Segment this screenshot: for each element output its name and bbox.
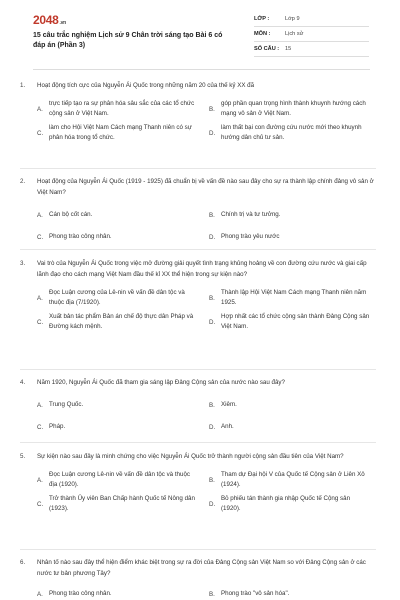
question-item — [20, 451, 376, 516]
question-number: 4. — [20, 379, 26, 386]
option-letter: C. — [37, 423, 44, 431]
option-text: Bỏ phiếu tán thành gia nhập Quốc tế Cộng sản (1920). — [221, 495, 351, 512]
question-number: 3. — [20, 260, 26, 267]
logo-suffix: .vn — [59, 20, 66, 26]
answer-option[interactable] — [209, 310, 381, 334]
option-text: Phong trào yêu nước — [221, 233, 280, 240]
option-letter: B. — [209, 476, 215, 484]
question-number: 5. — [20, 453, 26, 460]
option-letter: A. — [37, 401, 43, 409]
option-text: làm thất bại con đường cứu nước mới theo khuynh hướng dân chủ tư sản. — [221, 124, 362, 141]
answer-options — [37, 468, 376, 516]
option-text: Thành lập Hội Việt Nam Cách mạng Thanh niên năm 1925. — [221, 289, 367, 306]
option-letter: C. — [37, 129, 44, 137]
option-text: Phong trào công nhân. — [49, 590, 112, 597]
answer-option[interactable] — [37, 310, 209, 334]
option-letter: C. — [37, 318, 44, 326]
answer-option[interactable] — [37, 204, 209, 226]
option-letter: A. — [37, 476, 43, 484]
option-letter: B. — [209, 590, 215, 598]
question-number: 1. — [20, 82, 26, 89]
answer-option[interactable] — [209, 226, 381, 248]
answer-option[interactable] — [37, 416, 209, 438]
option-text: Phong trào "vô sản hóa". — [221, 590, 290, 597]
option-letter: D. — [209, 423, 216, 431]
page-header — [0, 0, 400, 68]
question-number: 2. — [20, 178, 26, 185]
answer-option[interactable] — [37, 583, 209, 600]
option-letter: A. — [37, 211, 43, 219]
answer-option[interactable] — [37, 468, 209, 492]
answer-options — [37, 286, 376, 334]
answer-option[interactable] — [37, 394, 209, 416]
option-letter: A. — [37, 590, 43, 598]
question-item — [20, 80, 376, 145]
option-text: Xiêm. — [221, 401, 237, 408]
question-item — [20, 377, 376, 438]
option-text: trực tiếp tạo ra sự phân hóa sâu sắc của các tổ chức cộng sản ở Việt Nam. — [49, 100, 195, 117]
answer-options — [37, 97, 376, 145]
meta-key: SỐ CÂU : — [254, 46, 280, 52]
question-text: Vai trò của Nguyễn Ái Quốc trong việc mở đường giải quyết tình trạng khủng hoảng về con đường cứu nước và giai cấp lãnh đạo cho cách mạng Việt Nam đầu thế kỉ XX thể hiện trong sự kiện nào? — [37, 260, 367, 278]
answer-option[interactable] — [37, 226, 209, 248]
meta-info — [254, 12, 369, 57]
option-letter: B. — [209, 211, 215, 219]
option-letter: A. — [37, 105, 43, 113]
answer-option[interactable] — [209, 286, 381, 310]
answer-option[interactable] — [37, 492, 209, 516]
meta-row-class — [254, 12, 369, 27]
answer-option[interactable] — [209, 97, 381, 121]
document-title: 15 câu trắc nghiệm Lịch sử 9 Chân trời sáng tạo Bài 6 có đáp án (Phần 3) — [33, 32, 223, 49]
option-letter: B. — [209, 294, 215, 302]
option-text: Trở thành Ủy viên Ban Chấp hành Quốc tế Nông dân (1923). — [49, 495, 195, 512]
option-text: Chính trị và tư tưởng. — [221, 211, 281, 218]
option-text: Pháp. — [49, 423, 66, 430]
answer-option[interactable] — [209, 121, 381, 145]
logo-text: 2048 — [33, 13, 59, 27]
question-item — [20, 557, 376, 600]
option-text: làm cho Hội Việt Nam Cách mạng Thanh niên có sự phân hóa trong tổ chức. — [49, 124, 192, 141]
option-letter: D. — [209, 500, 216, 508]
question-divider — [20, 442, 376, 443]
answer-option[interactable] — [209, 204, 381, 226]
question-text: Sự kiện nào sau đây là minh chứng cho việc Nguyễn Ái Quốc trở thành người cộng sản đầu tiên của Việt Nam? — [37, 453, 344, 460]
header-divider — [33, 69, 370, 70]
option-text: Xuất bản tác phẩm Bản án chế độ thực dân Pháp và Đường kách mệnh. — [49, 313, 194, 330]
question-divider — [20, 168, 376, 169]
meta-key: MÔN : — [254, 31, 271, 37]
answer-option[interactable] — [209, 394, 381, 416]
option-letter: D. — [209, 233, 216, 241]
option-letter: A. — [37, 294, 43, 302]
answer-option[interactable] — [37, 97, 209, 121]
meta-key: LỚP : — [254, 16, 270, 22]
answer-options — [37, 394, 376, 438]
option-letter: D. — [209, 129, 216, 137]
answer-option[interactable] — [37, 286, 209, 310]
option-letter: C. — [37, 500, 44, 508]
option-letter: B. — [209, 401, 215, 409]
option-text: Đọc Luận cương của Lê-nin về vấn đề dân tộc và thuộc địa (7/1920). — [49, 289, 185, 306]
question-item — [20, 258, 376, 334]
option-text: Hợp nhất các tổ chức cộng sản thành Đảng Cộng sản Việt Nam. — [221, 313, 370, 330]
site-logo[interactable] — [33, 13, 66, 27]
question-text: Năm 1920, Nguyễn Ái Quốc đã tham gia sáng lập Đảng Cộng sản của nước nào sau đây? — [37, 379, 285, 386]
question-text: Hoạt động của Nguyễn Ái Quốc (1919 - 1925) đã chuẩn bị về vấn đề nào sau đây cho sự ra thành lập chính đảng vô sản ở Việt Nam? — [37, 178, 374, 196]
answer-option[interactable] — [209, 492, 381, 516]
question-divider — [20, 369, 376, 370]
question-divider — [20, 249, 376, 250]
meta-row-count — [254, 42, 369, 57]
question-text: Nhân tố nào sau đây thể hiện điểm khác biệt trong sự ra đời của Đảng Cộng sản Việt Nam so với Đảng Cộng sản ở các nước tư bản phương Tây? — [37, 559, 366, 577]
option-letter: C. — [37, 233, 44, 241]
answer-option[interactable] — [209, 468, 381, 492]
meta-value: Lớp 9 — [285, 16, 300, 22]
option-text: Anh. — [221, 423, 234, 430]
option-text: góp phần quan trọng hình thành khuynh hướng cách mạng vô sản ở Việt Nam. — [221, 100, 366, 117]
question-text: Hoạt động tích cực của Nguyễn Ái Quốc trong những năm 20 của thế kỷ XX đã — [37, 82, 255, 89]
option-text: Phong trào công nhân. — [49, 233, 112, 240]
question-item — [20, 176, 376, 248]
option-text: Cán bộ cốt cán. — [49, 211, 93, 218]
option-text: Tham dự Đại hội V của Quốc tế Cộng sản ở Liên Xô (1924). — [221, 471, 365, 488]
answer-option[interactable] — [209, 583, 381, 600]
answer-option[interactable] — [209, 416, 381, 438]
meta-row-subject — [254, 27, 369, 42]
answer-options — [37, 204, 376, 248]
meta-value: Lịch sử — [285, 31, 304, 37]
option-letter: B. — [209, 105, 215, 113]
meta-value: 15 — [285, 46, 292, 52]
question-divider — [20, 549, 376, 550]
question-number: 6. — [20, 559, 26, 566]
option-text: Trung Quốc. — [49, 401, 84, 408]
answer-option[interactable] — [37, 121, 209, 145]
option-text: Đọc Luận cương Lê-nin về vấn đề dân tộc và thuộc địa (1920). — [49, 471, 190, 488]
answer-options — [37, 583, 376, 600]
option-letter: D. — [209, 318, 216, 326]
